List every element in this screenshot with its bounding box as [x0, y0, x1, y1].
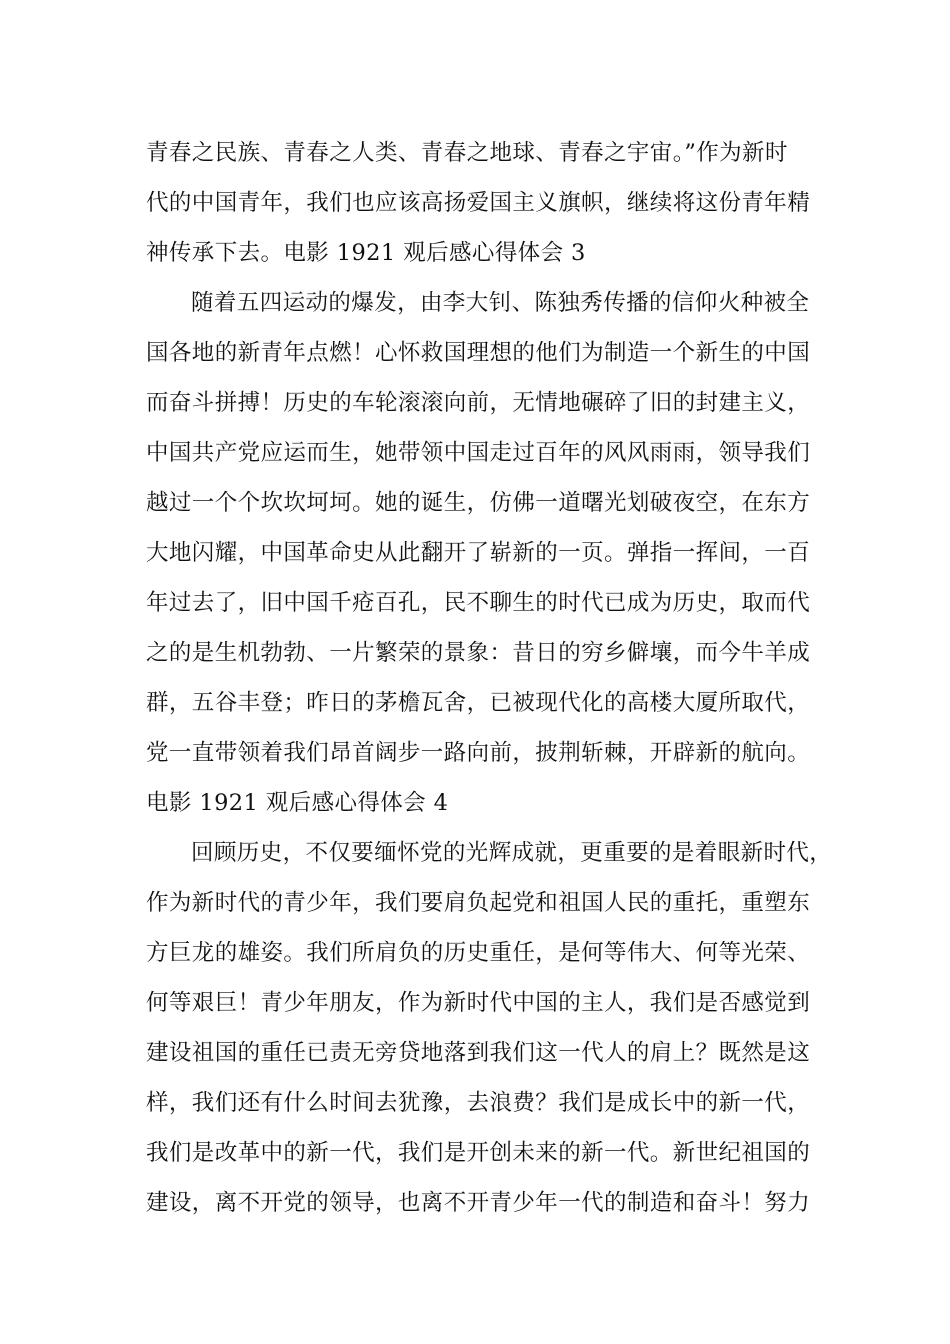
document-body	[146, 128, 833, 1228]
section-heading-line: 电影 1921 观后感心得体会 4	[146, 790, 449, 816]
text-line: 群，五谷丰登；昨日的茅檐瓦舍，已被现代化的高楼大厦所取代，	[146, 690, 811, 716]
text-line: 越过一个个坎坎坷坷。她的诞生，仿佛一道曙光划破夜空，在东方	[146, 490, 811, 516]
text-line: 建设，离不开党的领导，也离不开青少年一代的制造和奋斗！努力	[146, 1190, 811, 1216]
text-line: 代的中国青年，我们也应该高扬爱国主义旗帜，继续将这份青年精	[146, 190, 811, 216]
text-line: 中国共产党应运而生，她带领中国走过百年的风风雨雨，领导我们	[146, 440, 811, 466]
text-line: 年过去了，旧中国千疮百孔，民不聊生的时代已成为历史，取而代	[146, 590, 811, 616]
text-line: 作为新时代的青少年，我们要肩负起党和祖国人民的重托，重塑东	[146, 890, 811, 916]
text-line: 神传承下去。电影 1921 观后感心得体会 3	[146, 240, 586, 266]
text-line: 青春之民族、青春之人类、青春之地球、青春之宇宙。”作为新时	[146, 140, 788, 166]
text-line: 方巨龙的雄姿。我们所肩负的历史重任，是何等伟大、何等光荣、	[146, 940, 811, 966]
text-line: 党一直带领着我们昂首阔步一路向前，披荆斩棘，开辟新的航向。	[146, 740, 811, 766]
text-line: 大地闪耀，中国革命史从此翻开了崭新的一页。弹指一挥间，一百	[146, 540, 811, 566]
text-line: 而奋斗拼搏！历史的车轮滚滚向前，无情地碾碎了旧的封建主义，	[146, 390, 811, 416]
text-line: 我们是改革中的新一代，我们是开创未来的新一代。新世纪祖国的	[146, 1140, 811, 1166]
text-line: 样，我们还有什么时间去犹豫，去浪费？我们是成长中的新一代，	[146, 1090, 811, 1116]
text-line: 国各地的新青年点燃！心怀救国理想的他们为制造一个新生的中国	[146, 340, 811, 366]
text-line: 之的是生机勃勃、一片繁荣的景象：昔日的穷乡僻壤，而今牛羊成	[146, 640, 811, 666]
paragraph-start-line: 回顾历史，不仅要缅怀党的光辉成就，更重要的是着眼新时代，	[191, 840, 833, 866]
text-line: 建设祖国的重任已责无旁贷地落到我们这一代人的肩上？既然是这	[146, 1040, 811, 1066]
text-line: 何等艰巨！青少年朋友，作为新时代中国的主人，我们是否感觉到	[146, 990, 811, 1016]
paragraph-start-line: 随着五四运动的爆发，由李大钊、陈独秀传播的信仰火种被全	[191, 290, 810, 316]
